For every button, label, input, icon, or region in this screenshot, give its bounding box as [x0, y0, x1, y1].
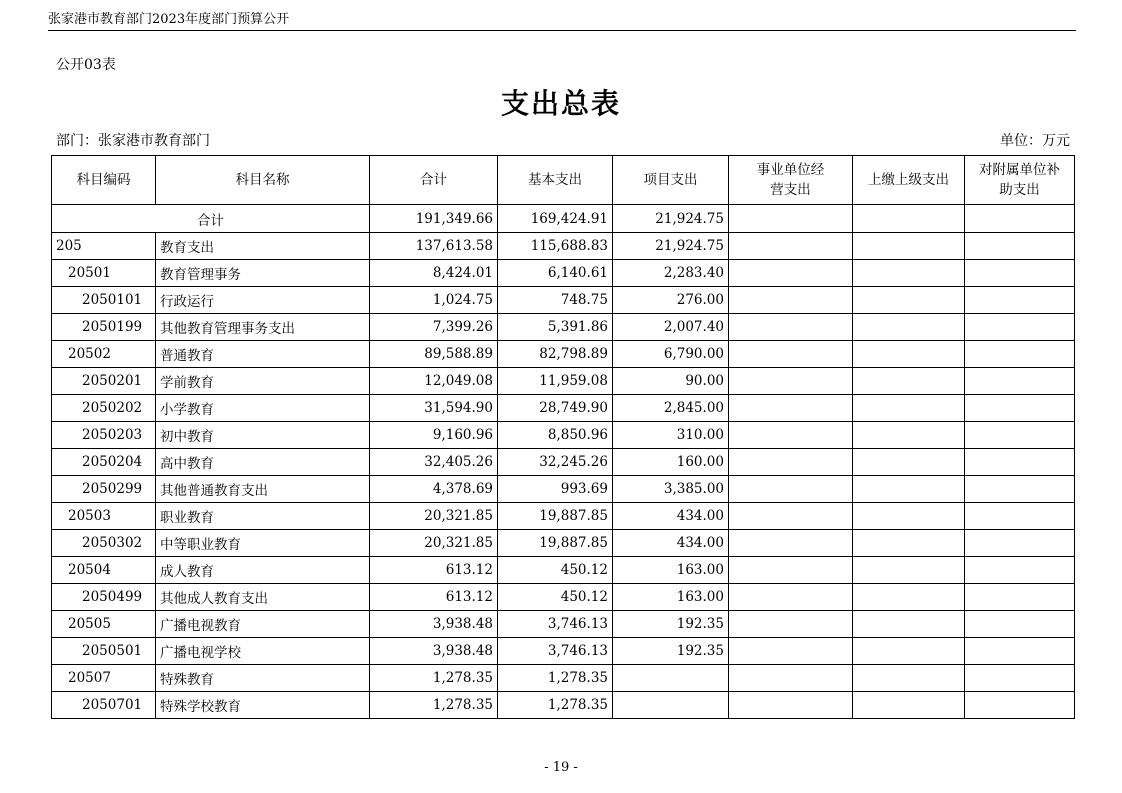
row-upper: [853, 233, 965, 260]
row-project: [613, 692, 729, 719]
row-name: 其他教育管理事务支出: [156, 314, 370, 341]
row-upper: [853, 341, 965, 368]
row-upper: [853, 260, 965, 287]
header-business: 事业单位经营支出: [729, 156, 853, 205]
table-row: [52, 503, 1075, 530]
table-row: [52, 314, 1075, 341]
header-subsidy: 对附属单位补助支出: [965, 156, 1075, 205]
table-row: [52, 692, 1075, 719]
row-basic: 19,887.85: [498, 503, 613, 530]
row-business: [729, 557, 853, 584]
row-name: 其他成人教育支出: [156, 584, 370, 611]
expenditure-table: [51, 155, 1075, 719]
row-business: [729, 638, 853, 665]
row-total: 32,405.26: [370, 449, 498, 476]
row-upper: [853, 503, 965, 530]
total-row: [52, 205, 1075, 233]
row-code: 20504: [52, 557, 156, 584]
total-basic: 169,424.91: [498, 205, 613, 233]
row-total: 20,321.85: [370, 503, 498, 530]
row-code: 20505: [52, 611, 156, 638]
row-total: 8,424.01: [370, 260, 498, 287]
header-basic: 基本支出: [498, 156, 613, 205]
row-name: 高中教育: [156, 449, 370, 476]
row-total: 3,938.48: [370, 611, 498, 638]
row-project: 276.00: [613, 287, 729, 314]
row-code: 2050203: [52, 422, 156, 449]
row-code: 20501: [52, 260, 156, 287]
row-total: 89,588.89: [370, 341, 498, 368]
department-label: 部门：张家港市教育部门: [56, 133, 210, 149]
row-total: 1,024.75: [370, 287, 498, 314]
row-code: 2050101: [52, 287, 156, 314]
row-basic: 450.12: [498, 557, 613, 584]
table-row: [52, 395, 1075, 422]
row-code: 2050701: [52, 692, 156, 719]
row-project: 90.00: [613, 368, 729, 395]
row-basic: 6,140.61: [498, 260, 613, 287]
row-upper: [853, 557, 965, 584]
row-subsidy: [965, 692, 1075, 719]
row-subsidy: [965, 476, 1075, 503]
table-row: [52, 341, 1075, 368]
row-basic: 1,278.35: [498, 665, 613, 692]
table-row: [52, 557, 1075, 584]
row-name: 职业教育: [156, 503, 370, 530]
row-upper: [853, 476, 965, 503]
table-row: [52, 233, 1075, 260]
row-total: 4,378.69: [370, 476, 498, 503]
row-code: 2050302: [52, 530, 156, 557]
row-basic: 8,850.96: [498, 422, 613, 449]
row-code: 20502: [52, 341, 156, 368]
form-number: 公开03表: [56, 57, 116, 73]
total-total: 191,349.66: [370, 205, 498, 233]
row-upper: [853, 287, 965, 314]
row-total: 20,321.85: [370, 530, 498, 557]
row-name: 特殊教育: [156, 665, 370, 692]
row-project: 163.00: [613, 584, 729, 611]
row-basic: 748.75: [498, 287, 613, 314]
row-subsidy: [965, 611, 1075, 638]
row-code: 2050202: [52, 395, 156, 422]
document-header: 张家港市教育部门2023年度部门预算公开: [48, 8, 1076, 31]
header-upper: 上缴上级支出: [853, 156, 965, 205]
row-name: 广播电视教育: [156, 611, 370, 638]
row-project: 6,790.00: [613, 341, 729, 368]
row-project: 310.00: [613, 422, 729, 449]
table-row: [52, 476, 1075, 503]
row-upper: [853, 449, 965, 476]
row-basic: 993.69: [498, 476, 613, 503]
row-subsidy: [965, 368, 1075, 395]
row-total: 31,594.90: [370, 395, 498, 422]
row-basic: 19,887.85: [498, 530, 613, 557]
row-name: 学前教育: [156, 368, 370, 395]
table-row: [52, 611, 1075, 638]
row-upper: [853, 422, 965, 449]
row-upper: [853, 395, 965, 422]
table-row: [52, 449, 1075, 476]
table-header-row: [52, 156, 1075, 205]
row-upper: [853, 665, 965, 692]
row-total: 3,938.48: [370, 638, 498, 665]
unit-label: 单位：万元: [1000, 133, 1070, 149]
row-subsidy: [965, 233, 1075, 260]
row-name: 其他普通教育支出: [156, 476, 370, 503]
row-business: [729, 287, 853, 314]
row-name: 教育管理事务: [156, 260, 370, 287]
row-subsidy: [965, 422, 1075, 449]
row-subsidy: [965, 449, 1075, 476]
row-basic: 11,959.08: [498, 368, 613, 395]
row-business: [729, 422, 853, 449]
total-subsidy: [965, 205, 1075, 233]
row-name: 教育支出: [156, 233, 370, 260]
row-subsidy: [965, 530, 1075, 557]
total-label: 合计: [52, 205, 370, 233]
row-project: 192.35: [613, 611, 729, 638]
row-subsidy: [965, 665, 1075, 692]
row-total: 12,049.08: [370, 368, 498, 395]
row-project: 2,007.40: [613, 314, 729, 341]
row-name: 成人教育: [156, 557, 370, 584]
row-basic: 3,746.13: [498, 638, 613, 665]
row-business: [729, 341, 853, 368]
row-business: [729, 503, 853, 530]
row-name: 特殊学校教育: [156, 692, 370, 719]
row-project: 160.00: [613, 449, 729, 476]
row-code: 2050299: [52, 476, 156, 503]
row-name: 广播电视学校: [156, 638, 370, 665]
row-business: [729, 692, 853, 719]
row-project: 163.00: [613, 557, 729, 584]
table-row: [52, 422, 1075, 449]
row-name: 行政运行: [156, 287, 370, 314]
row-code: 2050199: [52, 314, 156, 341]
row-project: 434.00: [613, 530, 729, 557]
row-basic: 115,688.83: [498, 233, 613, 260]
row-subsidy: [965, 584, 1075, 611]
row-basic: 3,746.13: [498, 611, 613, 638]
row-project: 434.00: [613, 503, 729, 530]
row-subsidy: [965, 638, 1075, 665]
row-project: 2,845.00: [613, 395, 729, 422]
row-name: 普通教育: [156, 341, 370, 368]
row-subsidy: [965, 503, 1075, 530]
header-project: 项目支出: [613, 156, 729, 205]
row-basic: 1,278.35: [498, 692, 613, 719]
total-upper: [853, 205, 965, 233]
header-name: 科目名称: [156, 156, 370, 205]
row-subsidy: [965, 287, 1075, 314]
row-upper: [853, 314, 965, 341]
total-business: [729, 205, 853, 233]
table-row: [52, 638, 1075, 665]
row-project: 3,385.00: [613, 476, 729, 503]
row-total: 613.12: [370, 557, 498, 584]
row-business: [729, 449, 853, 476]
row-basic: 450.12: [498, 584, 613, 611]
row-name: 小学教育: [156, 395, 370, 422]
row-business: [729, 584, 853, 611]
row-business: [729, 233, 853, 260]
header-total: 合计: [370, 156, 498, 205]
row-code: 2050201: [52, 368, 156, 395]
row-total: 137,613.58: [370, 233, 498, 260]
row-subsidy: [965, 395, 1075, 422]
header-code: 科目编码: [52, 156, 156, 205]
page-title: 支出总表: [500, 87, 621, 120]
row-business: [729, 611, 853, 638]
row-project: 192.35: [613, 638, 729, 665]
row-code: 2050204: [52, 449, 156, 476]
row-total: 613.12: [370, 584, 498, 611]
row-name: 初中教育: [156, 422, 370, 449]
row-business: [729, 368, 853, 395]
row-upper: [853, 368, 965, 395]
row-basic: 82,798.89: [498, 341, 613, 368]
row-business: [729, 476, 853, 503]
row-upper: [853, 692, 965, 719]
row-total: 1,278.35: [370, 692, 498, 719]
row-upper: [853, 638, 965, 665]
row-upper: [853, 611, 965, 638]
row-subsidy: [965, 260, 1075, 287]
row-code: 2050499: [52, 584, 156, 611]
row-total: 7,399.26: [370, 314, 498, 341]
row-code: 2050501: [52, 638, 156, 665]
row-project: 2,283.40: [613, 260, 729, 287]
row-business: [729, 260, 853, 287]
row-basic: 32,245.26: [498, 449, 613, 476]
row-code: 20503: [52, 503, 156, 530]
row-basic: 5,391.86: [498, 314, 613, 341]
table-row: [52, 260, 1075, 287]
row-business: [729, 314, 853, 341]
total-project: 21,924.75: [613, 205, 729, 233]
row-upper: [853, 530, 965, 557]
row-project: [613, 665, 729, 692]
table-row: [52, 368, 1075, 395]
row-total: 1,278.35: [370, 665, 498, 692]
row-code: 205: [52, 233, 156, 260]
row-project: 21,924.75: [613, 233, 729, 260]
row-basic: 28,749.90: [498, 395, 613, 422]
row-business: [729, 665, 853, 692]
row-business: [729, 395, 853, 422]
table-row: [52, 287, 1075, 314]
row-subsidy: [965, 557, 1075, 584]
row-upper: [853, 584, 965, 611]
page-number: - 19 -: [544, 760, 578, 775]
row-subsidy: [965, 341, 1075, 368]
table-row: [52, 530, 1075, 557]
table-row: [52, 665, 1075, 692]
table-row: [52, 584, 1075, 611]
row-total: 9,160.96: [370, 422, 498, 449]
row-subsidy: [965, 314, 1075, 341]
row-code: 20507: [52, 665, 156, 692]
row-name: 中等职业教育: [156, 530, 370, 557]
row-business: [729, 530, 853, 557]
